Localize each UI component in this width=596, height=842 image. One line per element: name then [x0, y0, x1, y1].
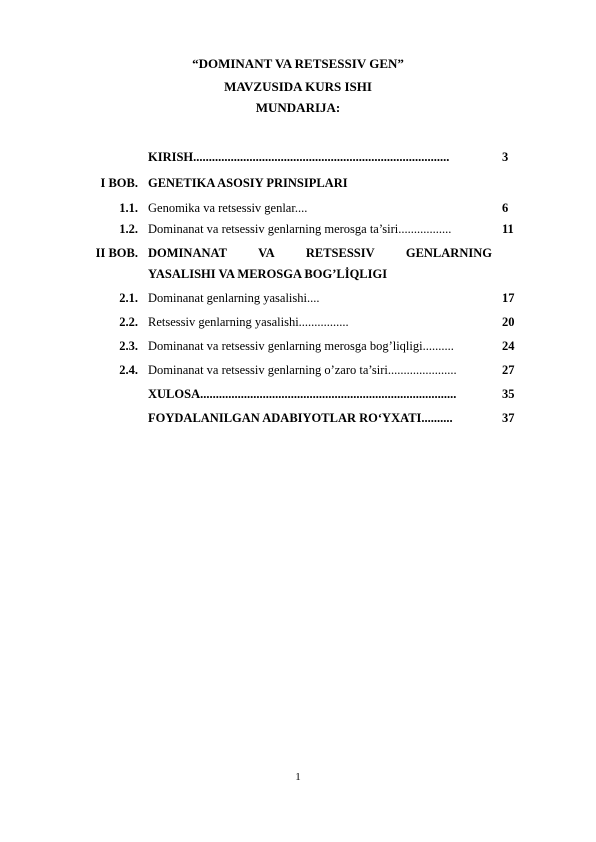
toc-entry-title: [148, 174, 492, 192]
toc-entry[interactable]: [0, 148, 596, 166]
toc-entry-number: II BOB.: [95, 246, 138, 260]
toc-entry-page: 6: [502, 201, 509, 215]
toc-entry-text: XULOSA: [148, 387, 201, 401]
toc-entry-number: 1.1.: [119, 201, 138, 215]
toc-entry-page: 24: [502, 339, 515, 353]
toc-entry-page: 20: [502, 315, 515, 329]
toc-entry-page: 3: [502, 150, 509, 164]
toc-entry[interactable]: [0, 361, 596, 379]
toc-entry-text: Dominanat va retsessiv genlarning merosga bog’liqligi: [148, 339, 423, 353]
toc-entry-word: GENLARNING: [405, 246, 492, 260]
toc-entry-text: Dominanat va retsessiv genlarning merosga ta’siri: [148, 222, 399, 236]
toc-entry-number: 2.1.: [119, 291, 138, 305]
toc-entry-page: 11: [502, 222, 514, 236]
toc-entry-leader: ..........: [421, 411, 453, 425]
toc-entry-number: 2.4.: [119, 363, 138, 377]
toc-entry[interactable]: [0, 337, 596, 355]
toc-entry-leader: ......................: [387, 363, 457, 377]
toc-entry-text: KIRISH: [148, 150, 194, 164]
toc-entry-text: Retsessiv genlarning yasalishi: [148, 315, 299, 329]
toc-entry[interactable]: [0, 385, 596, 403]
toc-entry-text: YASALISHI VA MEROSGA BOG’LİQLIGI: [148, 267, 388, 281]
document-title: “DOMINANT VA RETSESSIV GEN”: [192, 56, 404, 71]
toc-entry-title: [148, 385, 492, 403]
page-number: 1: [295, 771, 301, 783]
toc-entry-page: 27: [502, 363, 515, 377]
toc-entry-number: 1.2.: [119, 222, 138, 236]
toc-entry-leader: ....: [307, 291, 320, 305]
toc-entry-title: [148, 199, 492, 217]
toc-entry-text: GENETIKA ASOSIY PRINSIPLARI: [148, 176, 348, 190]
toc-entry[interactable]: [0, 244, 596, 262]
toc-entry-text: Genomika va retsessiv genlar: [148, 201, 295, 215]
toc-entry[interactable]: [0, 409, 596, 427]
toc-entry-leader: ................: [298, 315, 349, 329]
toc-entry-title: [148, 244, 492, 262]
toc-entry-text: Dominanat genlarning yasalishi: [148, 291, 307, 305]
toc-entry-page: 35: [502, 387, 515, 401]
toc-entry-word: DOMINANAT: [148, 246, 227, 260]
toc-entry-text: Dominanat va retsessiv genlarning o’zaro ta’siri: [148, 363, 388, 377]
toc-entry-number: 2.2.: [119, 315, 138, 329]
toc-entry-title: [148, 220, 492, 238]
toc-entry[interactable]: [0, 174, 596, 192]
toc-entry-leader: ....: [294, 201, 308, 215]
toc-entry-page: 17: [502, 291, 515, 305]
contents-heading: MUNDARIJA:: [255, 100, 341, 115]
toc-entry-page: 37: [502, 411, 515, 425]
toc-entry-title: [148, 148, 492, 166]
toc-entry-text: FOYDALANILGAN ADABIYOTLAR RO‘YXATI: [148, 411, 422, 425]
toc-entry-leader: ..................................................................................: [193, 150, 450, 164]
toc-entry[interactable]: [0, 289, 596, 307]
toc-entry-title: [148, 361, 492, 379]
toc-entry-word: VA: [258, 246, 275, 260]
toc-entry-number: I BOB.: [100, 176, 138, 190]
toc-entry-title: [148, 265, 492, 283]
toc-entry-leader: ..........: [422, 339, 454, 353]
toc-entry[interactable]: [0, 199, 596, 217]
toc-entry-title: [148, 289, 492, 307]
document-subtitle: MAVZUSIDA KURS ISHI: [224, 79, 372, 94]
toc-entry[interactable]: [0, 313, 596, 331]
toc-entry[interactable]: [0, 265, 596, 283]
toc-entry[interactable]: [0, 220, 596, 238]
toc-entry-title: [148, 337, 492, 355]
toc-entry-title: [148, 313, 492, 331]
toc-entry-word: RETSESSIV: [305, 246, 375, 260]
toc-entry-number: 2.3.: [119, 339, 138, 353]
toc-entry-leader: .................: [398, 222, 452, 236]
toc-entry-leader: ..................................................................................: [200, 387, 457, 401]
toc-entry-title: [148, 409, 492, 427]
